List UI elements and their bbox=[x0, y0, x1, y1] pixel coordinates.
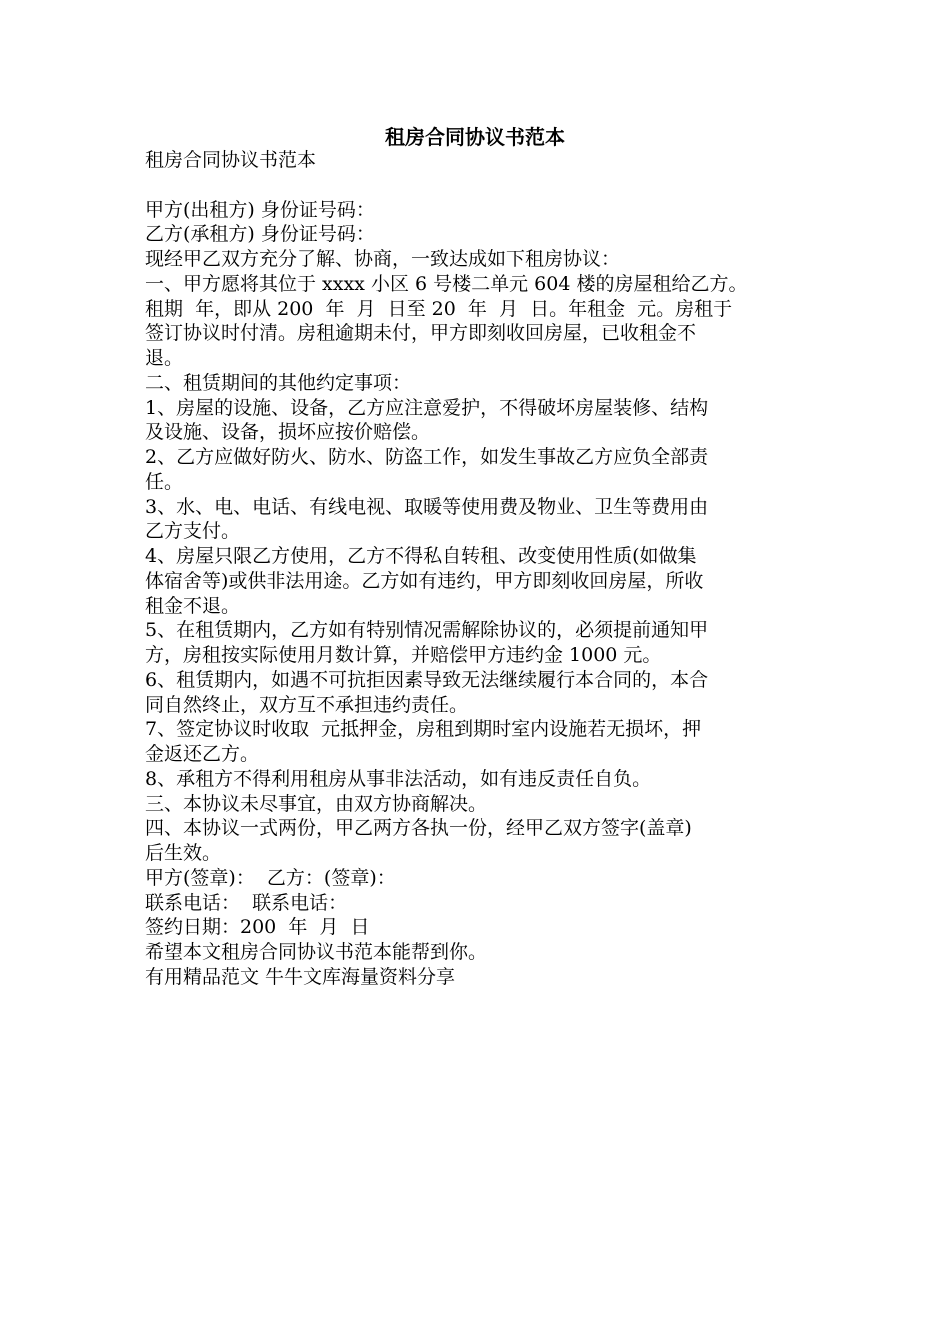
text-line: 一、甲方愿将其位于 xxxx 小区 6 号楼二单元 604 楼的房屋租给乙方。 bbox=[145, 272, 748, 295]
text-line: 方，房租按实际使用月数计算，并赔偿甲方违约金 1000 元。 bbox=[145, 644, 662, 666]
text-line: 三、本协议未尽事宜，由双方协商解决。 bbox=[145, 792, 488, 815]
text-line: 租期 年，即从 200 年 月 日至 20 年 月 日。年租金 元。房租于 bbox=[145, 297, 733, 320]
text-line: 四、本协议一式两份，甲乙两方各执一份，经甲乙双方签字(盖章) bbox=[145, 817, 692, 840]
text-line: 希望本文租房合同协议书范本能帮到你。 bbox=[145, 941, 488, 963]
text-line: 4、房屋只限乙方使用，乙方不得私自转租、改变使用性质(如做集 bbox=[145, 545, 697, 567]
text-line: 7、签定协议时收取 元抵押金，房租到期时室内设施若无损坏，押 bbox=[145, 718, 702, 741]
footer-line: 有用精品范文 牛牛文库海量资料分享 bbox=[145, 965, 456, 988]
text-line: 二、租赁期间的其他约定事项： bbox=[145, 371, 412, 394]
text-line: 金返还乙方。 bbox=[145, 743, 260, 765]
document-body bbox=[145, 148, 825, 990]
text-line: 甲方(出租方) 身份证号码： bbox=[145, 198, 375, 221]
text-line: 同自然终止，双方互不承担违约责任。 bbox=[145, 693, 469, 716]
text-line: 租金不退。 bbox=[145, 594, 241, 617]
text-line: 8、承租方不得利用租房从事非法活动，如有违反责任自负。 bbox=[145, 767, 652, 790]
text-line: 乙方(承租方) 身份证号码： bbox=[145, 223, 375, 246]
text-line: 1、房屋的设施、设备，乙方应注意爱护，不得破坏房屋装修、结构 bbox=[145, 396, 709, 419]
text-line: 后生效。 bbox=[145, 842, 222, 864]
text-line: 现经甲乙双方充分了解、协商，一致达成如下租房协议： bbox=[145, 248, 621, 270]
text-line: 及设施、设备，损坏应按价赔偿。 bbox=[145, 421, 431, 444]
blank-line bbox=[145, 173, 825, 198]
text-line: 乙方支付。 bbox=[145, 520, 241, 543]
document-title: 租房合同协议书范本 bbox=[385, 125, 565, 149]
text-line: 3、水、电、电话、有线电视、取暖等使用费及物业、卫生等费用由 bbox=[145, 495, 709, 518]
text-line: 5、在租赁期内，乙方如有特别情况需解除协议的，必须提前通知甲 bbox=[145, 619, 709, 642]
signature-line: 甲方(签章)： 乙方：(签章)： bbox=[145, 866, 396, 889]
text-line: 任。 bbox=[145, 470, 184, 493]
text-line: 签订协议时付清。房租逾期未付，甲方即刻收回房屋，已收租金不 bbox=[145, 322, 697, 345]
signing-date-line: 签约日期：200 年 月 日 bbox=[145, 916, 370, 939]
contact-line: 联系电话： 联系电话： bbox=[145, 891, 348, 914]
text-line: 租房合同协议书范本 bbox=[145, 149, 317, 171]
text-line: 2、乙方应做好防火、防水、防盗工作，如发生事故乙方应负全部责 bbox=[145, 446, 709, 468]
text-line: 退。 bbox=[145, 347, 184, 369]
text-line: 6、租赁期内，如遇不可抗拒因素导致无法继续履行本合同的，本合 bbox=[145, 668, 709, 691]
text-line: 体宿舍等)或供非法用途。乙方如有违约，甲方即刻收回房屋，所收 bbox=[145, 569, 704, 592]
